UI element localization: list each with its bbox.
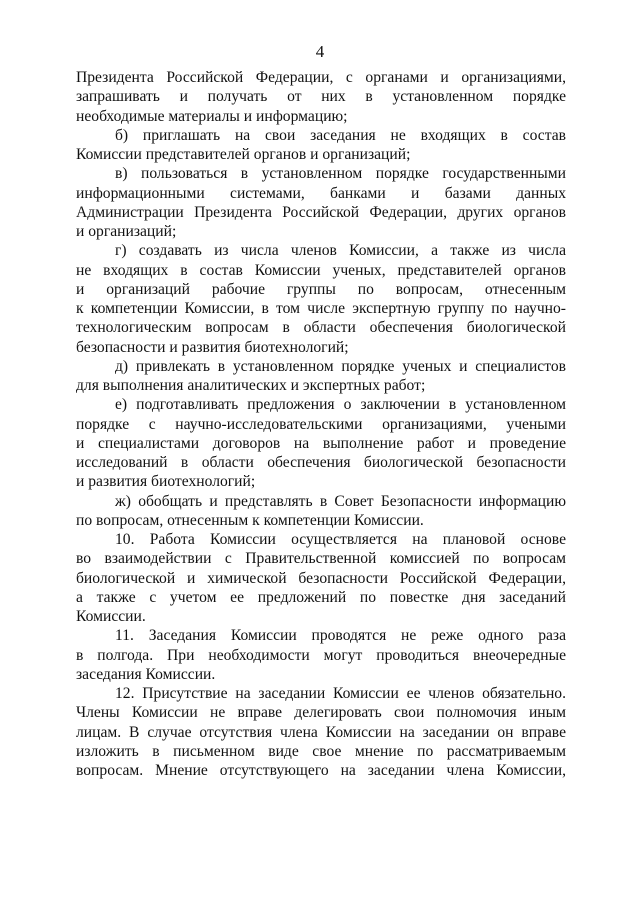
paragraph-p0 — [76, 68, 566, 126]
text-line: заседания Комиссии. — [76, 665, 216, 683]
text-line: во взаимодействии с Правительственной комиссией по вопросам — [76, 550, 566, 568]
text-line: е) подготавливать предложения о заключении в установленном — [115, 396, 566, 414]
text-line: не входящих в состав Комиссии ученых, представителей органов — [76, 261, 566, 279]
paragraph-p12 — [76, 684, 566, 780]
text-line: 11. Заседания Комиссии проводятся не реже одного раза — [115, 627, 566, 645]
text-line: и развития биотехнологий; — [76, 473, 256, 491]
text-line: и специалистами договоров на выполнение работ и проведение — [76, 434, 566, 452]
paragraph-p_e — [76, 395, 566, 491]
text-line: информационными системами, банками и базами данных — [76, 184, 566, 202]
text-line: ж) обобщать и представлять в Совет Безопасности информацию — [115, 492, 566, 510]
paragraph-p_g — [76, 241, 566, 357]
text-line: порядке с научно-исследовательскими организациями, учеными — [76, 415, 566, 433]
text-line: изложить в письменном виде свое мнение по рассматриваемым — [76, 742, 566, 760]
text-line: биологической и химической безопасности Российской Федерации, — [76, 569, 566, 587]
text-line: 10. Работа Комиссии осуществляется на плановой основе — [115, 531, 566, 548]
text-line: к компетенции Комиссии, в том числе экспертную группу по научно- — [76, 300, 566, 317]
text-line: Комиссии. — [76, 608, 146, 625]
text-line: Администрации Президента Российской Федерации, других органов — [76, 203, 566, 221]
text-line: д) привлекать в установленном порядке ученых и специалистов — [115, 357, 566, 375]
paragraph-p_b — [76, 126, 566, 165]
text-line: Президента Российской Федерации, с органами и организациями, — [76, 69, 566, 86]
page-number: 4 — [315, 42, 325, 61]
text-line: в) пользоваться в установленном порядке государственными — [115, 165, 566, 183]
text-line: б) приглашать на свои заседания не входящих в состав — [115, 126, 566, 144]
text-line: запрашивать и получать от них в установленном порядке — [76, 88, 566, 106]
text-line: вопросам. Мнение отсутствующего на заседании члена Комиссии, — [76, 762, 566, 779]
text-line: а также с учетом ее предложений по повестке дня заседаний — [76, 588, 566, 606]
text-line: для выполнения аналитических и экспертных работ; — [76, 377, 426, 394]
text-line: Члены Комиссии не вправе делегировать свои полномочия иным — [76, 704, 566, 722]
text-line: г) создавать из числа членов Комиссии, а также из числа — [115, 242, 566, 260]
text-line: Комиссии представителей органов и организаций; — [76, 146, 411, 163]
document-body — [76, 68, 566, 780]
text-line: безопасности и развития биотехнологий; — [76, 338, 349, 356]
paragraph-p_d — [76, 357, 566, 396]
paragraph-p_v — [76, 164, 566, 241]
text-line: в полгода. При необходимости могут проводиться внеочередные — [76, 646, 566, 664]
text-line: исследований в области обеспечения биологической безопасности — [76, 454, 566, 471]
paragraph-p10 — [76, 530, 566, 626]
text-line: и организаций рабочие группы по вопросам, отнесенным — [76, 280, 566, 298]
text-line: лицам. В случае отсутствия члена Комиссии на заседании он вправе — [76, 723, 566, 741]
text-line: необходимые материалы и информацию; — [76, 107, 348, 125]
text-line: по вопросам, отнесенным к компетенции Комиссии. — [76, 511, 424, 529]
paragraph-p_zh — [76, 492, 566, 531]
text-line: 12. Присутствие на заседании Комиссии ее членов обязательно. — [115, 685, 566, 702]
text-line: технологическим вопросам в области обеспечения биологической — [76, 319, 566, 337]
paragraph-p11 — [76, 626, 566, 684]
text-line: и организаций; — [76, 223, 177, 240]
